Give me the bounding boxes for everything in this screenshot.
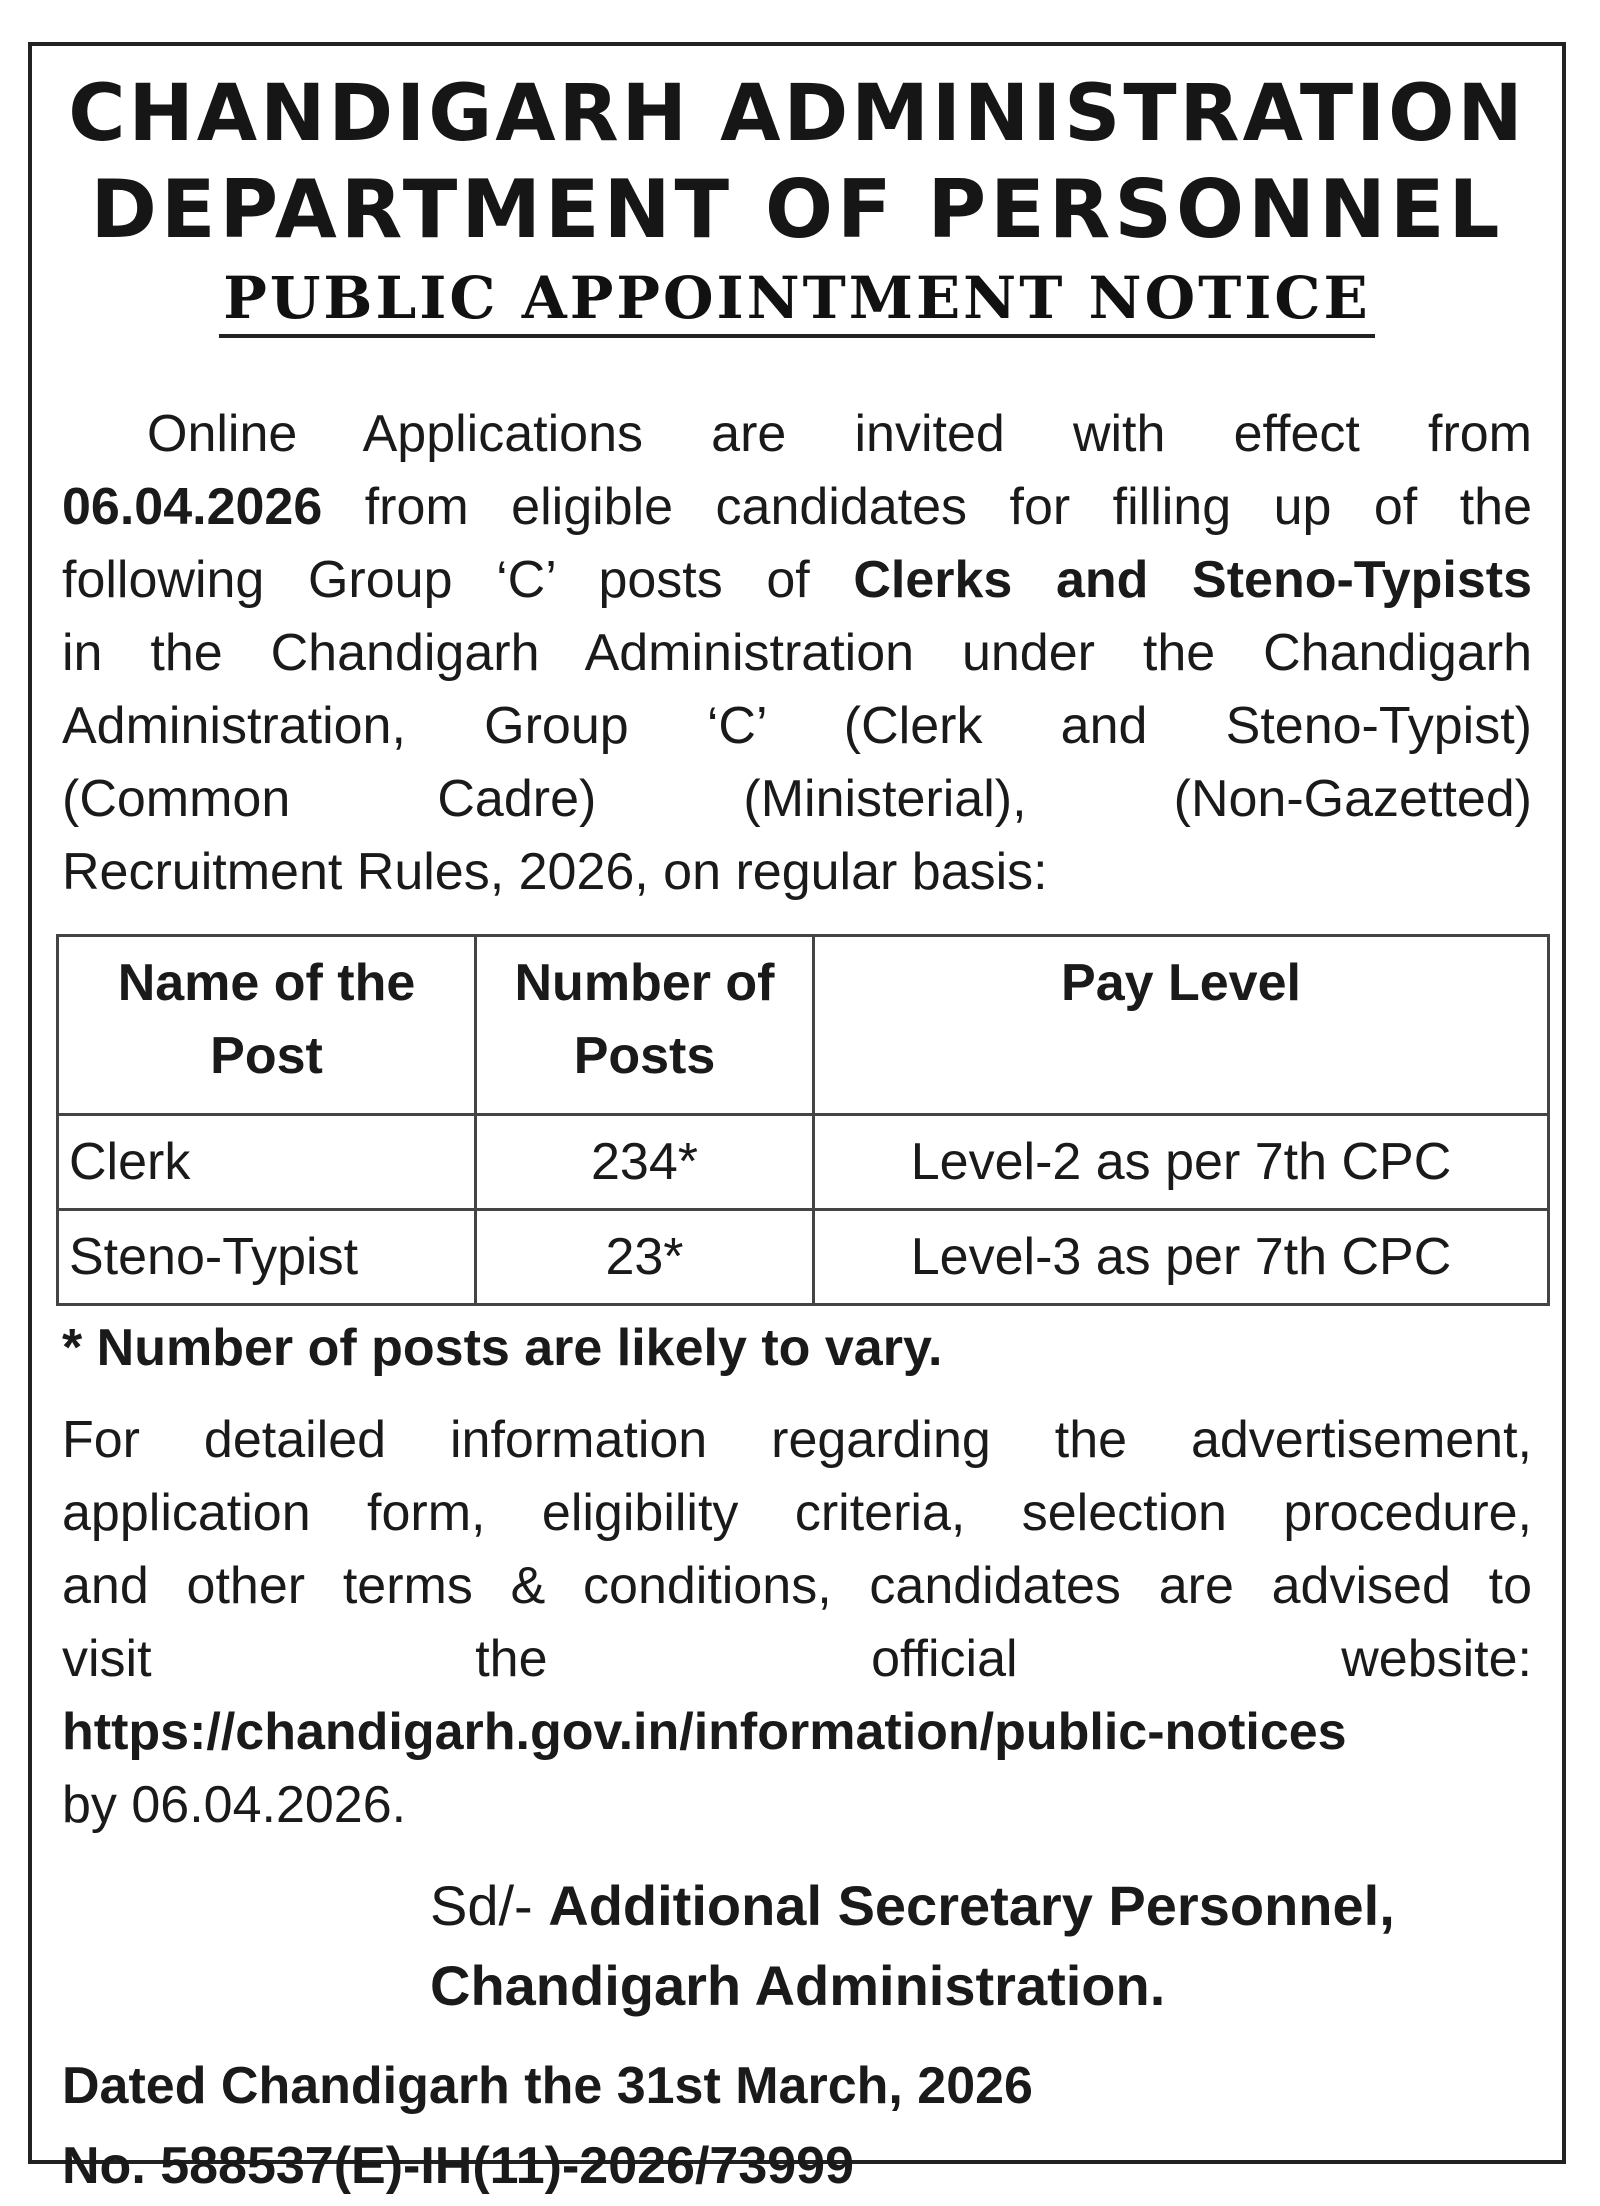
intro-line-4: in the Chandigarh Administration under the Chandigarh [62, 624, 1532, 682]
signature-block [430, 1866, 1532, 2026]
details-line-4: visit the official website: [62, 1630, 1532, 1688]
intro-line-6: (Common Cadre) (Ministerial), (Non-Gazetted) [62, 770, 1532, 828]
post-name-cell: Steno-Typist [58, 1210, 476, 1305]
signatory-title: Additional Secretary Personnel, [548, 1874, 1395, 1937]
notice-number: No. 588537(E)-IH(11)-2026/73999 [62, 2137, 855, 2195]
posts-name: Clerks and Steno-Typists [853, 551, 1533, 609]
intro-paragraph [62, 398, 1532, 909]
header-pay-level: Pay Level [814, 936, 1549, 1115]
signatory-org: Chandigarh Administration. [430, 1954, 1166, 2017]
post-count-cell: 23* [476, 1210, 814, 1305]
intro-line-2-text: from eligible candidates for filling up of the [322, 478, 1532, 536]
header-line-1: CHANDIGARH ADMINISTRATION [68, 69, 1526, 159]
header-post-name: Name of the Post [58, 936, 476, 1115]
details-line-6: by 06.04.2026. [62, 1776, 407, 1834]
table-row [58, 1115, 1549, 1210]
details-line-2: application form, eligibility criteria, selection procedure, [62, 1484, 1532, 1542]
start-date: 06.04.2026 [62, 478, 323, 536]
pay-level-cell: Level-2 as per 7th CPC [814, 1115, 1549, 1210]
signature-line-2 [430, 1946, 1532, 2026]
intro-line-7: Recruitment Rules, 2026, on regular basis: [62, 843, 1048, 901]
intro-line-3-text: following Group ‘C’ posts of [62, 551, 854, 609]
post-name-cell: Clerk [58, 1115, 476, 1210]
header-post-count: Number of Posts [476, 936, 814, 1115]
signature-prefix: Sd/- [430, 1874, 549, 1937]
intro-line-2 [62, 471, 1532, 544]
intro-line-3 [62, 544, 1532, 617]
details-paragraph [62, 1404, 1532, 1842]
notice-title [62, 258, 1532, 338]
details-line-3: and other terms & conditions, candidates are advised to [62, 1557, 1532, 1615]
footer-block [62, 2046, 1532, 2206]
notice-frame [28, 42, 1566, 2195]
intro-line-1: Online Applications are invited with effect from [147, 405, 1532, 463]
website-link[interactable]: https://chandigarh.gov.in/information/public-notices [62, 1703, 1347, 1761]
intro-line-5: Administration, Group ‘C’ (Clerk and Steno-Typist) [62, 697, 1532, 755]
pay-level-cell: Level-3 as per 7th CPC [814, 1210, 1549, 1305]
posts-note: * Number of posts are likely to vary. [62, 1319, 943, 1377]
posts-table [56, 934, 1550, 1306]
header-line-2: DEPARTMENT OF PERSONNEL [90, 163, 1504, 256]
post-count-cell: 234* [476, 1115, 814, 1210]
details-line-1: For detailed information regarding the advertisement, [62, 1411, 1532, 1469]
table-row [58, 1210, 1549, 1305]
dated-line: Dated Chandigarh the 31st March, 2026 [62, 2057, 1033, 2115]
signature-line-1 [430, 1866, 1532, 1946]
table-header-row [58, 936, 1549, 1115]
notice-title-text: PUBLIC APPOINTMENT NOTICE [219, 264, 1375, 338]
